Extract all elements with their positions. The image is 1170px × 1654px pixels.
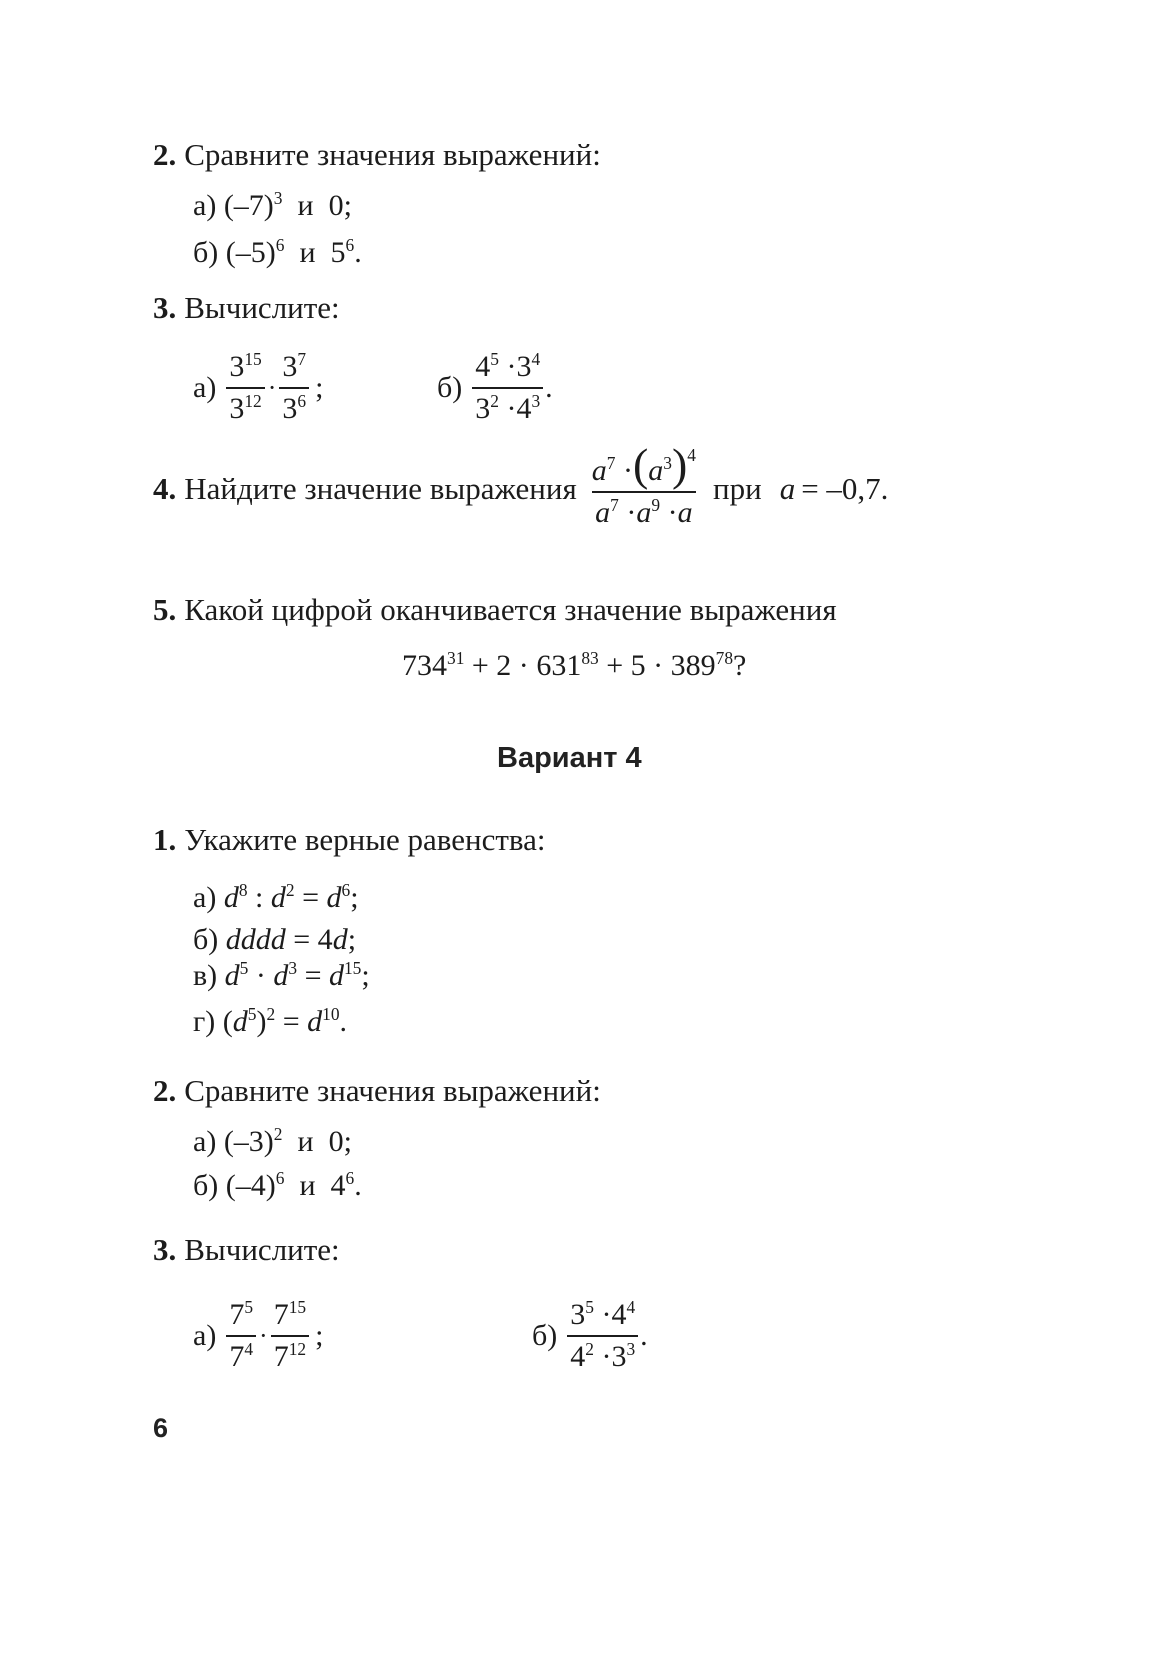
variable: d [328,959,344,992]
exponent: 8 [238,880,248,901]
fraction: $\frac{a^7 \cdot(a^3)^4}{a^7 \cdot a^9 \cdot a}$ [591,439,696,529]
punct: ; [350,881,359,914]
conjunction: и [297,189,314,222]
task-2-item-b [193,235,362,271]
condition-value: = –0,7. [801,471,889,506]
base: 4 [516,392,532,425]
base: 7 [229,1298,245,1331]
variable: d [273,959,289,992]
task-5-expression [402,648,746,684]
exponent: 12 [288,1339,307,1360]
punct: ; [315,1319,324,1352]
item-label: в) [193,959,218,992]
item-label: б) [193,923,219,956]
task-number: 1. [153,822,177,857]
task-2-item-a [193,188,352,224]
exponent: 7 [606,453,616,474]
base: 3 [570,1298,586,1331]
task-5-heading [153,592,837,628]
base: 3 [516,350,532,383]
v4-task-1-item-c [193,958,370,994]
operator: + 2 · [471,649,529,682]
exponent: 12 [244,391,262,412]
operator: + 5 · [606,649,664,682]
rhs-exponent: 6 [345,1168,355,1189]
exponent: 3 [626,1339,636,1360]
item-label: а) [193,371,217,404]
base: 3 [229,392,245,425]
operator: : [247,881,271,914]
fraction: $\frac{3^5 \cdot 4^4}{4^2 \cdot 3^3}$ [567,1298,638,1374]
punct: . [640,1319,648,1352]
item-label: б) [193,1169,219,1202]
v4-task-3-heading [153,1232,340,1268]
variable: a [779,471,796,506]
item-label: а) [193,1125,217,1158]
v4-task-2-item-a [193,1124,352,1160]
base: 631 [536,649,582,682]
base: 7 [273,1340,289,1373]
task-text: Найдите значение выражения [184,471,577,506]
base: 3 [611,1340,627,1373]
exponent: 2 [585,1339,594,1360]
punct: . [545,371,553,404]
fraction [226,350,264,426]
exponent: 4 [531,349,541,370]
rhs: 0; [328,189,352,222]
exponent: 10 [322,1004,340,1025]
conjunction: и [299,236,316,269]
condition-word: при [713,471,762,506]
variable: d [232,1005,248,1038]
exponent: 3 [531,391,541,412]
base: 3 [282,392,298,425]
variable: a [591,454,607,487]
exponent: 15 [343,958,362,979]
item-label: а) [193,881,217,914]
exponent: 7 [297,349,307,370]
exponent: 6 [297,391,307,412]
variable: d [270,881,286,914]
base: 7 [273,1298,289,1331]
task-number: 2. [153,1073,177,1108]
operator: = [275,1005,308,1038]
fraction [271,1298,309,1374]
task-text: Сравните значения выражений: [184,137,601,172]
exponent: 7 [610,495,619,516]
base: 3 [475,392,491,425]
item-label: а) [193,189,217,222]
punct: ? [733,649,747,682]
conjunction: и [299,1169,316,1202]
exponent: 3 [288,958,298,979]
conjunction: и [297,1125,314,1158]
variable: d [223,881,239,914]
exponent: 2 [490,391,499,412]
exponent: 83 [581,648,599,669]
exponent: 5 [247,1004,257,1025]
fraction: $\frac{4^5 \cdot 3^4}{3^2 \cdot 4^3}$ [472,350,543,426]
base: 734 [402,649,447,682]
task-number: 4. [153,471,177,506]
task-3-item-a [193,350,323,426]
variable: a [648,454,664,487]
multiply-dot: · [259,1321,268,1350]
exponent: 4 [687,444,696,465]
base: 3 [229,350,245,383]
exponent: 5 [244,1297,254,1318]
exponent: 15 [288,1297,307,1318]
rhs-base: 4 [330,1169,346,1202]
exponent: 6 [275,1168,285,1189]
v4-task-1-item-b [193,922,356,958]
variant-heading: Вариант 4 [497,742,642,774]
item-label: б) [193,236,219,269]
v4-task-3-item-b [532,1298,648,1374]
exponent: 15 [244,349,262,370]
v4-task-1-item-d [193,1004,347,1040]
task-text: Укажите верные равенства: [184,822,546,857]
base: 3 [282,350,298,383]
fraction [279,350,309,426]
exponent: 3 [273,188,283,209]
v4-task-2-item-b [193,1168,362,1204]
punct: ; [361,959,370,992]
operator: = [297,959,329,992]
exponent: 2 [266,1004,276,1025]
v4-task-1-item-a [193,880,359,916]
exponent: 4 [244,1339,254,1360]
exponent: 9 [651,495,661,516]
exponent: 5 [585,1297,594,1318]
paren-close: ) [671,439,688,490]
base: (–5) [225,236,276,269]
task-4 [153,439,889,530]
v4-task-1-heading [153,822,546,858]
variable: d [326,881,342,914]
variable: a [677,496,693,529]
exponent: 5 [239,958,249,979]
v4-task-2-heading [153,1073,601,1109]
variable: d [332,923,348,956]
expression: dddd [225,923,286,956]
page-number: 6 [153,1413,169,1443]
exponent: 5 [490,349,499,370]
rhs-base: 5 [330,236,346,269]
base: (–3) [223,1125,274,1158]
task-2-heading [153,137,601,173]
punct: ; [315,371,324,404]
paren-open: ( [632,439,649,490]
item-label: б) [437,371,463,404]
operator: = [294,881,327,914]
punct: . [339,1005,348,1038]
base: (–4) [225,1169,276,1202]
fraction [226,1298,256,1374]
operator: = 4 [285,923,333,956]
variable: d [307,1005,323,1038]
exponent: 6 [275,235,285,256]
exponent: 31 [447,648,465,669]
variable: d [224,959,240,992]
variable: a [636,496,652,529]
exponent: 2 [273,1124,283,1145]
paren-open: ( [222,1005,233,1038]
item-label: а) [193,1319,217,1352]
punct: . [354,236,362,269]
base: (–7) [223,189,274,222]
punct: . [354,1169,362,1202]
exponent: 2 [285,880,295,901]
item-label: г) [193,1005,216,1038]
base: 389 [670,649,716,682]
rhs-exponent: 6 [345,235,355,256]
base: 7 [229,1340,245,1373]
task-number: 5. [153,592,177,627]
task-text: Сравните значения выражений: [184,1073,601,1108]
base: 4 [611,1298,627,1331]
task-3-heading [153,290,340,326]
variable: a [595,496,611,529]
paren-close: ) [256,1005,267,1038]
multiply-dot: · [267,373,277,402]
task-number: 3. [153,1232,177,1267]
v4-task-3-item-a [193,1298,323,1374]
exponent: 4 [626,1297,636,1318]
exponent: 78 [715,648,734,669]
task-3-item-b [437,350,553,426]
base: 4 [475,350,491,383]
exponent: 6 [341,880,351,901]
item-label: б) [532,1319,558,1352]
rhs: 0; [328,1125,352,1158]
exponent: 3 [663,453,672,474]
base: 4 [570,1340,586,1373]
task-text: Вычислите: [184,1232,340,1267]
task-text: Вычислите: [184,290,340,325]
operator: · [248,959,274,992]
task-number: 3. [153,290,177,325]
task-number: 2. [153,137,177,172]
punct: ; [347,923,357,956]
task-text: Какой цифрой оканчивается значение выражения [184,592,837,627]
